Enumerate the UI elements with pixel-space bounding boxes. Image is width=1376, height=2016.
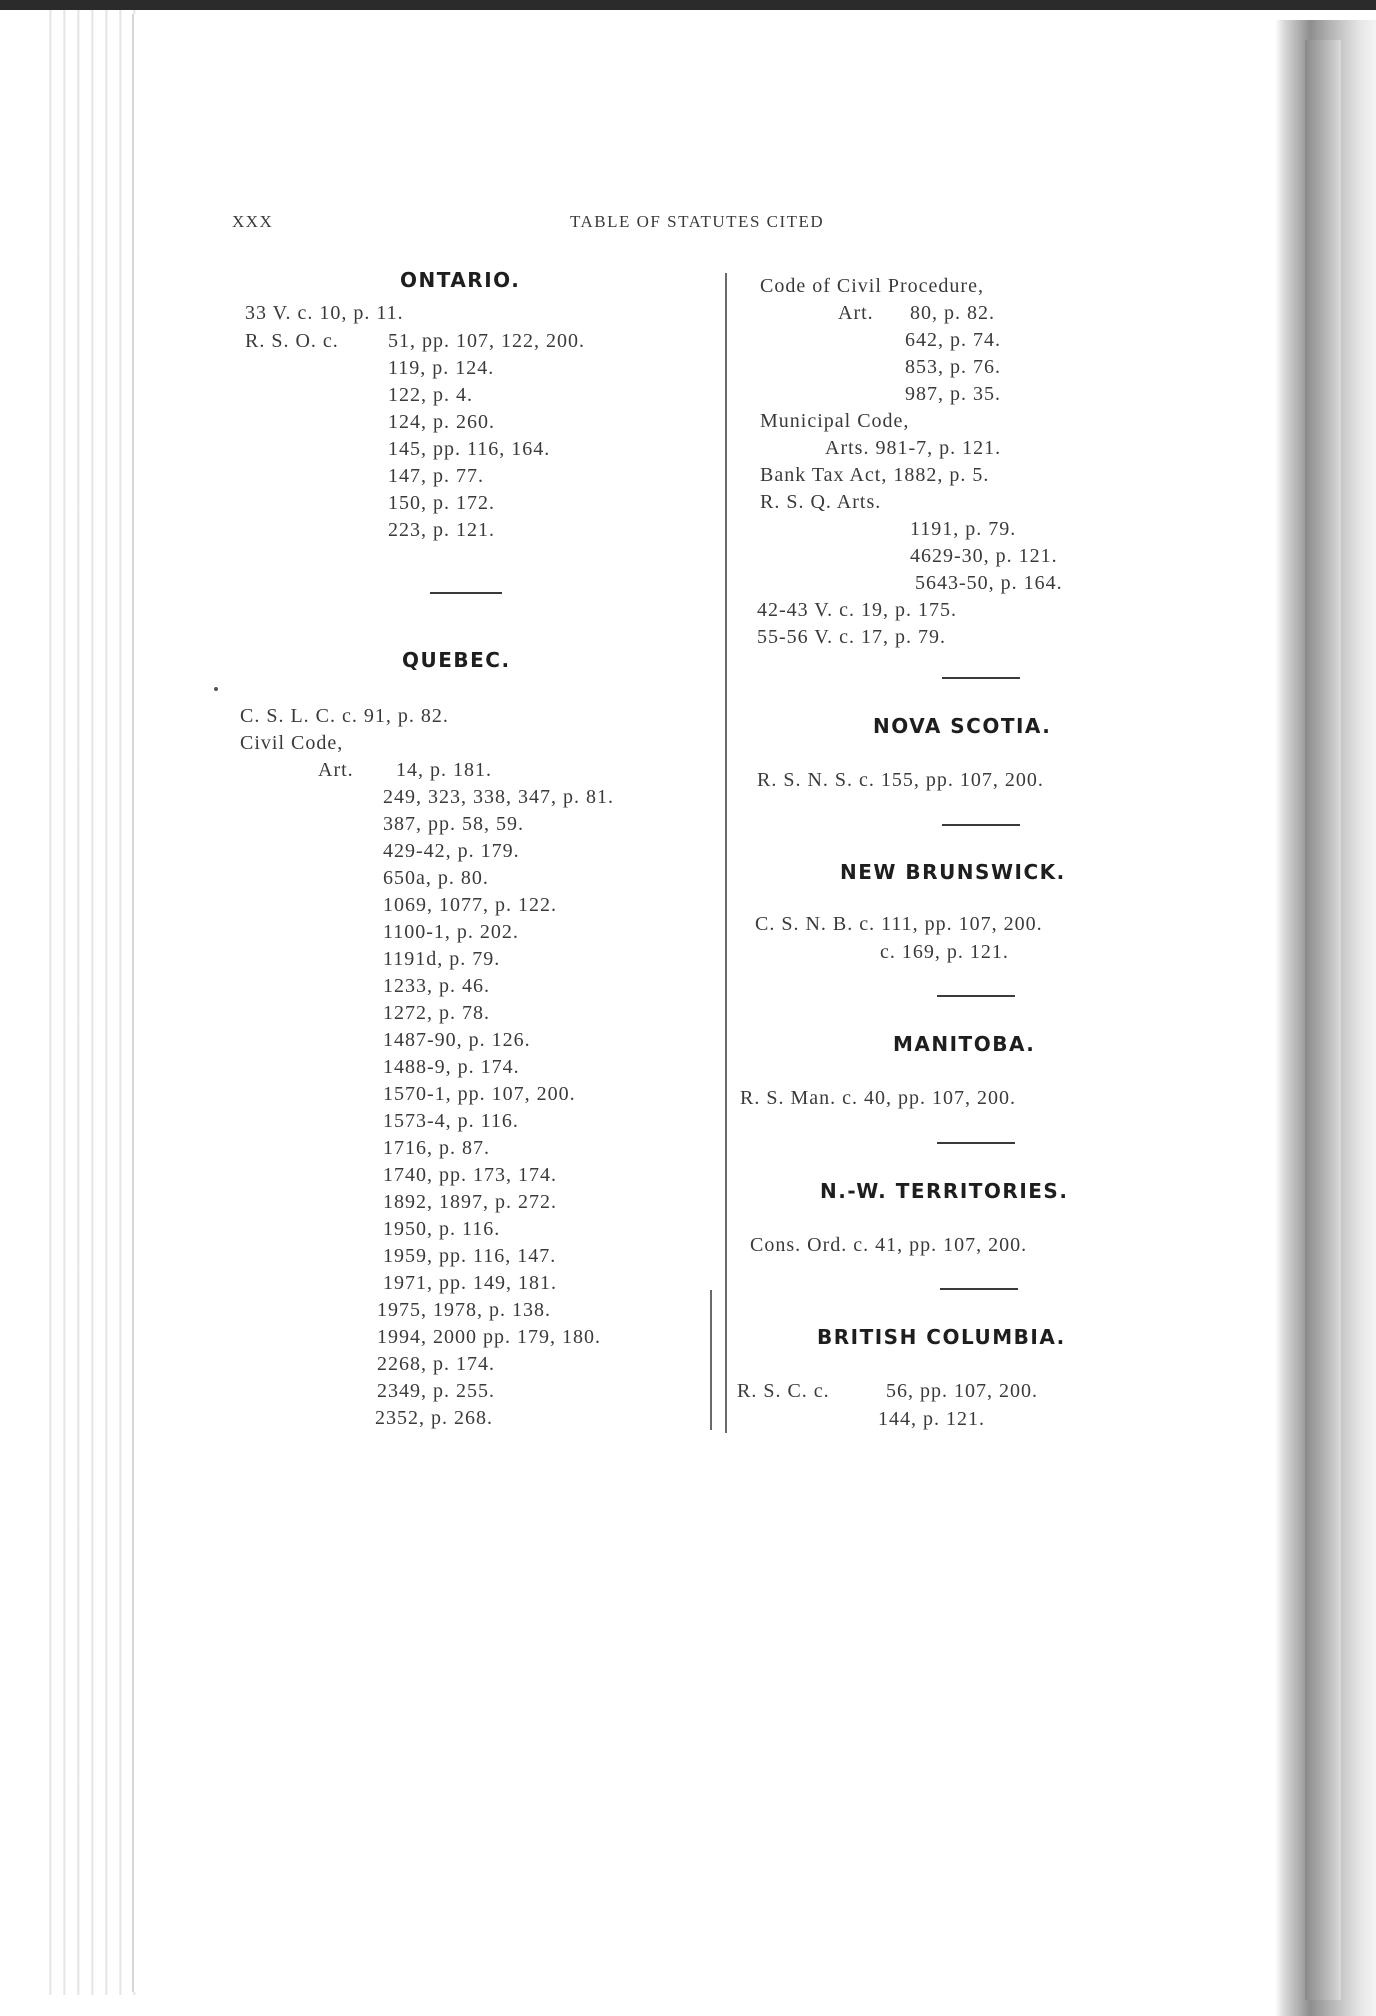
running-title: TABLE OF STATUTES CITED [570, 212, 825, 231]
entry-line: 987, p. 35. [905, 383, 1001, 405]
entry-line: 2349, p. 255. [377, 1380, 495, 1402]
section-heading-manitoba: MANITOBA. [893, 1032, 1036, 1056]
entry-line: 1716, p. 87. [383, 1137, 490, 1159]
section-heading-nw-territories: N.-W. TERRITORIES. [820, 1179, 1069, 1203]
entry-line: Cons. Ord. c. 41, pp. 107, 200. [750, 1234, 1028, 1256]
page-number: XXX [232, 212, 274, 231]
section-rule [940, 1288, 1018, 1290]
entry-line: C. S. L. C. c. 91, p. 82. [240, 705, 449, 727]
entry-line: R. S. Man. c. 40, pp. 107, 200. [740, 1087, 1016, 1109]
entry-line: R. S. N. S. c. 155, pp. 107, 200. [757, 769, 1044, 791]
entry-line: 387, pp. 58, 59. [383, 813, 524, 835]
entry-line: 223, p. 121. [388, 519, 495, 541]
entry-line: Bank Tax Act, 1882, p. 5. [760, 464, 990, 486]
entry-line: 429-42, p. 179. [383, 840, 520, 862]
section-heading-nova-scotia: NOVA SCOTIA. [873, 714, 1052, 738]
entry-line: 33 V. c. 10, p. 11. [245, 302, 404, 324]
entry-line: 42-43 V. c. 19, p. 175. [757, 599, 958, 621]
section-rule [937, 1142, 1015, 1144]
entry-line: 1191d, p. 79. [383, 948, 501, 970]
entry-line: Municipal Code, [760, 410, 910, 432]
entry-line: 1740, pp. 173, 174. [383, 1164, 557, 1186]
entry-line: 55-56 V. c. 17, p. 79. [757, 626, 947, 648]
entry-line: 642, p. 74. [905, 329, 1001, 351]
binding-gutter-dark [1305, 40, 1341, 2000]
section-heading-quebec: QUEBEC. [402, 648, 511, 672]
entry-line: 1570-1, pp. 107, 200. [383, 1083, 576, 1105]
entry-line: 1994, 2000 pp. 179, 180. [377, 1326, 601, 1348]
column-divider [725, 273, 727, 1433]
entry-line: 144, p. 121. [878, 1408, 985, 1430]
entry-line: Civil Code, [240, 732, 344, 754]
section-rule [430, 592, 502, 594]
entry-line: 2268, p. 174. [377, 1353, 495, 1375]
entry-line: Art. [318, 759, 354, 781]
entry-line: 51, pp. 107, 122, 200. [388, 330, 585, 352]
entry-line: 119, p. 124. [388, 357, 495, 379]
entry-line: Art. [838, 302, 874, 324]
entry-line: 1959, pp. 116, 147. [383, 1245, 557, 1267]
entry-line: 650a, p. 80. [383, 867, 489, 889]
ink-speck [214, 687, 218, 691]
section-rule [942, 824, 1020, 826]
entry-line: 1233, p. 46. [383, 975, 490, 997]
entry-line: 1487-90, p. 126. [383, 1029, 531, 1051]
entry-line: 150, p. 172. [388, 492, 495, 514]
entry-line: 1100-1, p. 202. [383, 921, 519, 943]
entry-line: 80, p. 82. [910, 302, 995, 324]
section-heading-ontario: ONTARIO. [400, 268, 521, 292]
entry-line: 124, p. 260. [388, 411, 495, 433]
entry-line: 1191, p. 79. [910, 518, 1017, 540]
entry-line: 1272, p. 78. [383, 1002, 490, 1024]
entry-line: 853, p. 76. [905, 356, 1001, 378]
entry-line: 1892, 1897, p. 272. [383, 1191, 557, 1213]
entry-line: R. S. O. c. [245, 330, 339, 352]
scan-top-edge [0, 0, 1376, 10]
entry-line: Code of Civil Procedure, [760, 275, 984, 297]
entry-line: 1975, 1978, p. 138. [377, 1299, 551, 1321]
entry-line: 147, p. 77. [388, 465, 484, 487]
entry-line: 1573-4, p. 116. [383, 1110, 519, 1132]
entry-line: 14, p. 181. [396, 759, 492, 781]
entry-line: C. S. N. B. c. 111, pp. 107, 200. [755, 913, 1043, 935]
section-heading-british-columbia: BRITISH COLUMBIA. [817, 1325, 1066, 1349]
section-rule [942, 677, 1020, 679]
entry-line: 1950, p. 116. [383, 1218, 501, 1240]
entry-line: 122, p. 4. [388, 384, 473, 406]
entry-line: c. 169, p. 121. [880, 941, 1009, 963]
entry-line: 145, pp. 116, 164. [388, 438, 551, 460]
entry-line: 1971, pp. 149, 181. [383, 1272, 557, 1294]
entry-line: R. S. Q. Arts. [760, 491, 882, 513]
entry-line: 1488-9, p. 174. [383, 1056, 520, 1078]
entry-line: 1069, 1077, p. 122. [383, 894, 557, 916]
column-divider-lower [710, 1290, 712, 1430]
entry-line: 249, 323, 338, 347, p. 81. [383, 786, 614, 808]
entry-line: R. S. C. c. [737, 1380, 830, 1402]
entry-line: Arts. 981-7, p. 121. [825, 437, 1002, 459]
entry-line: 2352, p. 268. [375, 1407, 493, 1429]
entry-line: 56, pp. 107, 200. [886, 1380, 1038, 1402]
entry-line: 4629-30, p. 121. [910, 545, 1058, 567]
page-stack-edges [38, 10, 138, 1995]
entry-line: 5643-50, p. 164. [915, 572, 1063, 594]
section-rule [937, 995, 1015, 997]
section-heading-new-brunswick: NEW BRUNSWICK. [840, 860, 1066, 884]
